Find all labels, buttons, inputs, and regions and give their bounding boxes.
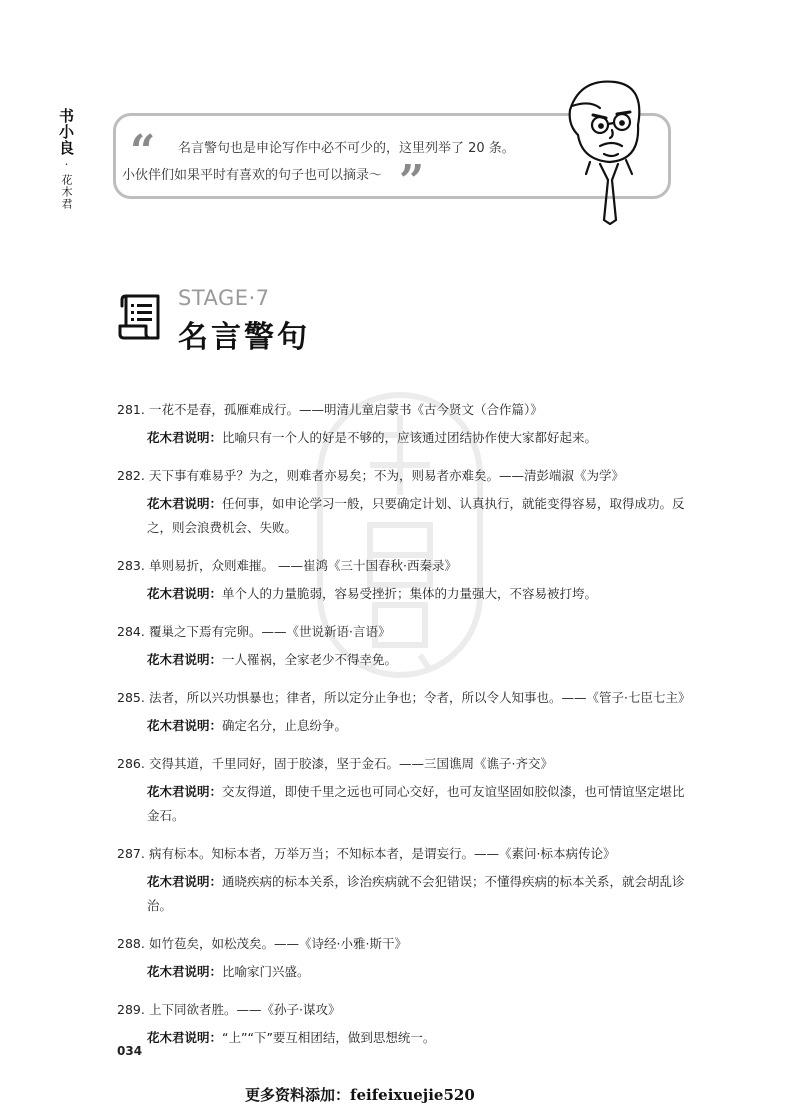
quote-explanation: 一人罹祸，全家老少不得幸免。 [222,652,398,667]
quote-item [117,934,687,984]
cartoon-character-icon [560,70,670,225]
quote-explanation: 单个人的力量脆弱，容易受挫折；集体的力量强大，不容易被打垮。 [222,586,598,601]
quote-item [117,622,687,672]
brand-sub: 花木君 [60,174,73,210]
footer-note: 更多资料添加：feifeixuejie520 [245,1086,475,1104]
brand-dot: · [60,158,73,172]
explain-label: 花木君说明： [147,430,223,445]
quote-explanation: 通晓疾病的标本关系，诊治疾病就不会犯错误；不懂得疾病的标本关系，就会胡乱诊治。 [147,874,685,913]
quote-number: 288. [117,936,145,951]
explain-label: 花木君说明： [147,874,223,889]
scroll-list-icon [118,292,164,342]
quote-explanation: 交友得道，即使千里之远也可同心交好，也可友谊坚固如胶似漆，也可情谊坚定堪比金石。 [147,784,685,823]
quote-explanation: 任何事，如申论学习一般，只要确定计划、认真执行，就能变得容易，取得成功。反之，则会浪费机会、失败。 [147,496,685,535]
quote-item [117,1000,687,1050]
quote-text: 如竹苞矣，如松茂矣。——《诗经·小雅·斯干》 [149,936,407,951]
section-title: 名言警句 [178,320,310,355]
quotes-list [117,400,691,1050]
quote-text: 覆巢之下焉有完卵。——《世说新语·言语》 [149,624,391,639]
brand-main: 书小良 [57,108,75,156]
quote-item [117,688,691,738]
quote-number: 285. [117,690,145,705]
quote-number: 281. [117,402,145,417]
quote-text: 法者，所以兴功惧暴也；律者，所以定分止争也；令者，所以令人知事也。——《管子·七臣七主》 [149,690,691,705]
quote-number: 286. [117,756,145,771]
speech-line-2: 小伙伴们如果平时有喜欢的句子也可以摘录～ [122,168,383,183]
explain-label: 花木君说明： [147,964,223,979]
speech-line-1: 名言警句也是申论写作中必不可少的，这里列举了 20 条。 [178,141,515,156]
quote-item [117,844,687,918]
quote-text: 上下同欲者胜。——《孙子·谋攻》 [149,1002,341,1017]
quote-item [117,466,687,540]
explain-label: 花木君说明： [147,1030,223,1045]
quote-text: 天下事有难易乎？为之，则难者亦易矣；不为，则易者亦难矣。——清彭端淑《为学》 [149,468,625,483]
quote-number: 283. [117,558,145,573]
quote-item [117,754,687,828]
quote-number: 284. [117,624,145,639]
quote-text: 交得其道，千里同好，固于胶漆，坚于金石。——三国谯周《谯子·齐交》 [149,756,553,771]
side-brand [57,108,77,210]
explain-label: 花木君说明： [147,496,223,511]
quote-text: 一花不是春，孤雁难成行。——明清儿童启蒙书《古今贤文（合作篇）》 [149,402,543,417]
quote-number: 289. [117,1002,145,1017]
quote-explanation: 比喻只有一个人的好是不够的，应该通过团结协作使大家都好起来。 [222,430,598,445]
open-quote-icon: “ [130,126,156,177]
quote-number: 287. [117,846,145,861]
quote-text: 病有标本。知标本者，万举万当；不知标本者，是谓妄行。——《素问·标本病传论》 [149,846,616,861]
stage-label: STAGE·7 [178,286,270,310]
explain-label: 花木君说明： [147,586,223,601]
explain-label: 花木君说明： [147,718,223,733]
quote-explanation: 比喻家门兴盛。 [222,964,310,979]
close-quote-icon: ” [399,156,425,207]
explain-label: 花木君说明： [147,652,223,667]
explain-label: 花木君说明： [147,784,223,799]
quote-item [117,556,687,606]
quote-item [117,400,687,450]
page-number: 034 [117,1044,143,1058]
quote-text: 单则易折，众则难摧。 ——崔鸿《三十国春秋·西秦录》 [149,558,457,573]
quote-number: 282. [117,468,145,483]
quote-explanation: “上”“下”要互相团结，做到思想统一。 [222,1030,436,1045]
quote-explanation: 确定名分，止息纷争。 [222,718,348,733]
